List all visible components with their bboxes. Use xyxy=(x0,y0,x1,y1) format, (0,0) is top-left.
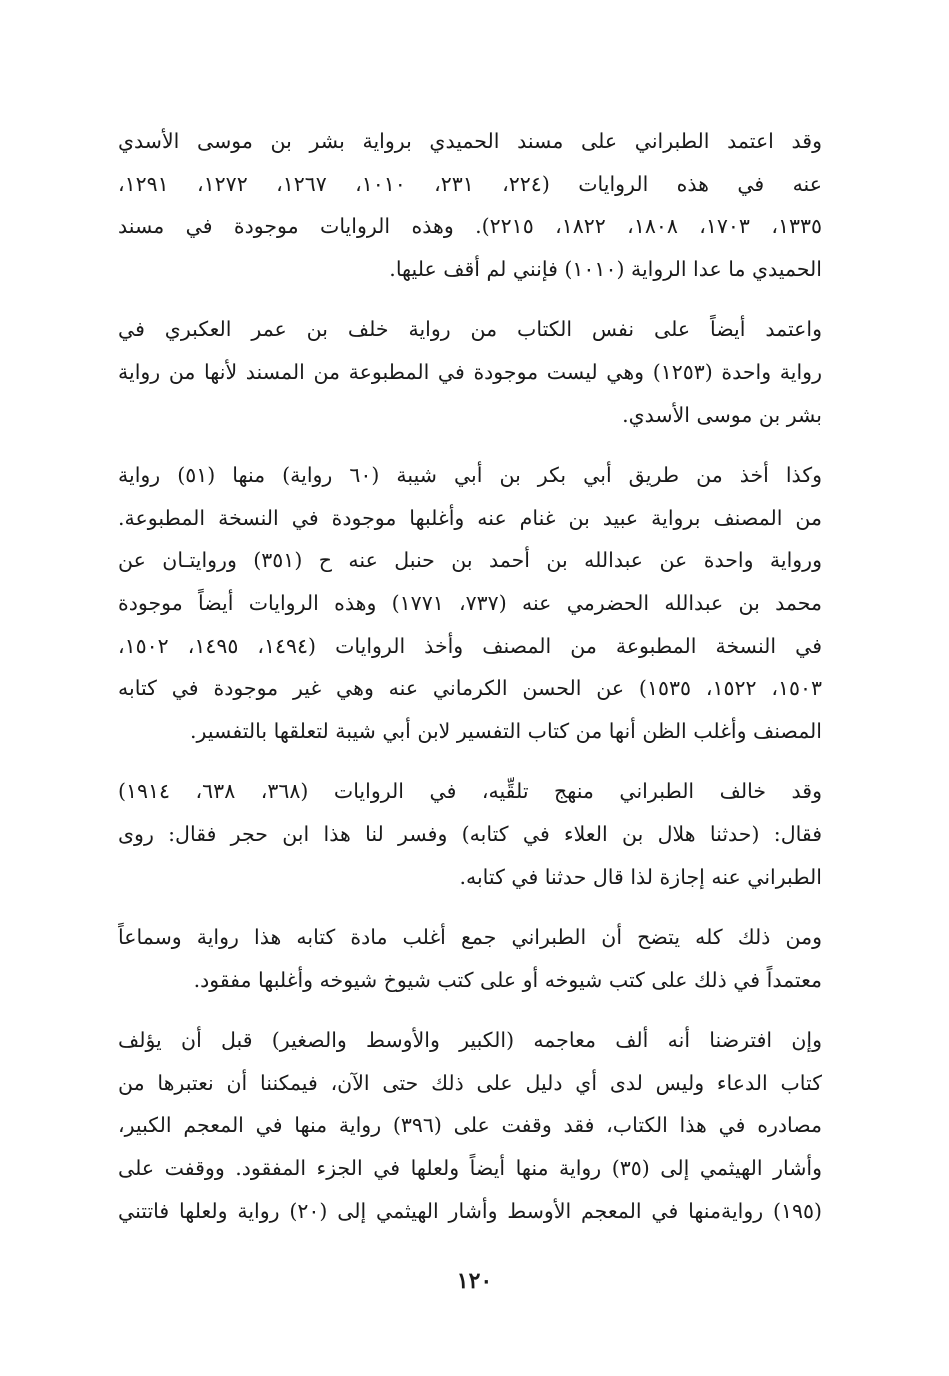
page-number: ١٢٠ xyxy=(456,1268,493,1294)
text-line: رواية واحدة (١٢٥٣) وهي ليست موجودة في المطبوعة من المسند لأنها من رواية xyxy=(118,359,822,384)
paragraph-khalaf-ukbari xyxy=(118,308,822,436)
text-line: واعتمد أيضاً على نفس الكتاب من رواية خلف بن عمر العكبري في xyxy=(118,317,822,342)
text-line: وقد اعتمد الطبراني على مسند الحميدي برواية بشر بن موسى الأسدي xyxy=(118,129,822,153)
text-line: ومن ذلك كله يتضح أن الطبراني جمع أغلب مادة كتابه هذا رواية وسماعاً xyxy=(118,925,822,950)
text-line: وأشار الهيثمي إلى (٣٥) رواية منها أيضاً ولعلها في الجزء المفقود. ووقفت على xyxy=(118,1156,822,1181)
text-line: فقال: (حدثنا هلال بن العلاء في كتابه) وفسر لنا هذا ابن حجر فقال: روى xyxy=(118,821,822,846)
text-line: محمد بن عبدالله الحضرمي عنه (٧٣٧، ١٧٧١) وهذه الروايات أيضاً موجودة xyxy=(118,590,822,615)
paragraph-conclusion xyxy=(118,916,822,1001)
text-line: وإن افترضنا أنه ألف معاجمه (الكبير والأوسط والصغير) قبل أن يؤلف xyxy=(118,1028,822,1053)
paragraph-mu-ajim xyxy=(118,1019,822,1232)
text-line: الطبراني عنه إجازة لذا قال حدثنا في كتابه. xyxy=(459,864,822,889)
paragraph-ibn-abi-shayba xyxy=(118,454,822,752)
text-line: الحميدي ما عدا الرواية (١٠١٠) فإنني لم أقف عليها. xyxy=(389,256,822,281)
text-line: ورواية واحدة عن عبدالله بن أحمد بن حنبل عنه ح (٣٥١) وروايتـان عن xyxy=(118,548,822,573)
text-line: من المصنف برواية عبيد بن غنام عنه وأغلبها موجودة في النسخة المطبوعة. xyxy=(118,505,822,530)
text-line: معتمداً في ذلك على كتب شيوخه أو على كتب شيوخ شيوخه وأغلبها مفقود. xyxy=(193,967,822,992)
text-line: وكذا أخذ من طريق أبي بكر بن أبي شيبة (٦٠ رواية) منها (٥١) رواية xyxy=(118,463,822,488)
text-line: مصادره في هذا الكتاب، فقد وقفت على (٣٩٦) رواية منها في المعجم الكبير، xyxy=(118,1113,822,1138)
text-line: (١٩٥) روايةمنها في المعجم الأوسط وأشار الهيثمي إلى (٢٠) رواية ولعلها فاتتني xyxy=(118,1198,822,1223)
text-line: بشر بن موسى الأسدي. xyxy=(622,402,822,427)
text-line: كتاب الدعاء وليس لدى أي دليل على ذلك حتى الآن، فيمكننا أن نعتبرها من xyxy=(118,1070,822,1095)
text-line: عنه في هذه الروايات (٢٢٤، ٢٣١، ١٠١٠، ١٢٦٧، ١٢٧٢، ١٢٩١، xyxy=(118,171,822,196)
text-line: ١٣٣٥، ١٧٠٣، ١٨٠٨، ١٨٢٢، ٢٢١٥). وهذه الروايات موجودة في مسند xyxy=(118,214,822,239)
paragraph-humaydi-musnad xyxy=(118,120,822,290)
text-line: ١٥٠٣، ١٥٢٢، ١٥٣٥) عن الحسن الكرماني عنه وهي غير موجودة في كتابه xyxy=(118,676,822,701)
paragraph-talaqqi-method xyxy=(118,770,822,898)
body-text xyxy=(118,120,822,1250)
text-line: وقد خالف الطبراني منهج تلقِّيه، في الروايات (٣٦٨، ٦٣٨، ١٩١٤) xyxy=(118,779,822,804)
text-line: في النسخة المطبوعة من المصنف وأخذ الروايات (١٤٩٤، ١٤٩٥، ١٥٠٢، xyxy=(118,633,822,658)
text-line: المصنف وأغلب الظن أنها من كتاب التفسير لابن أبي شيبة لتعلقها بالتفسير. xyxy=(190,718,822,743)
